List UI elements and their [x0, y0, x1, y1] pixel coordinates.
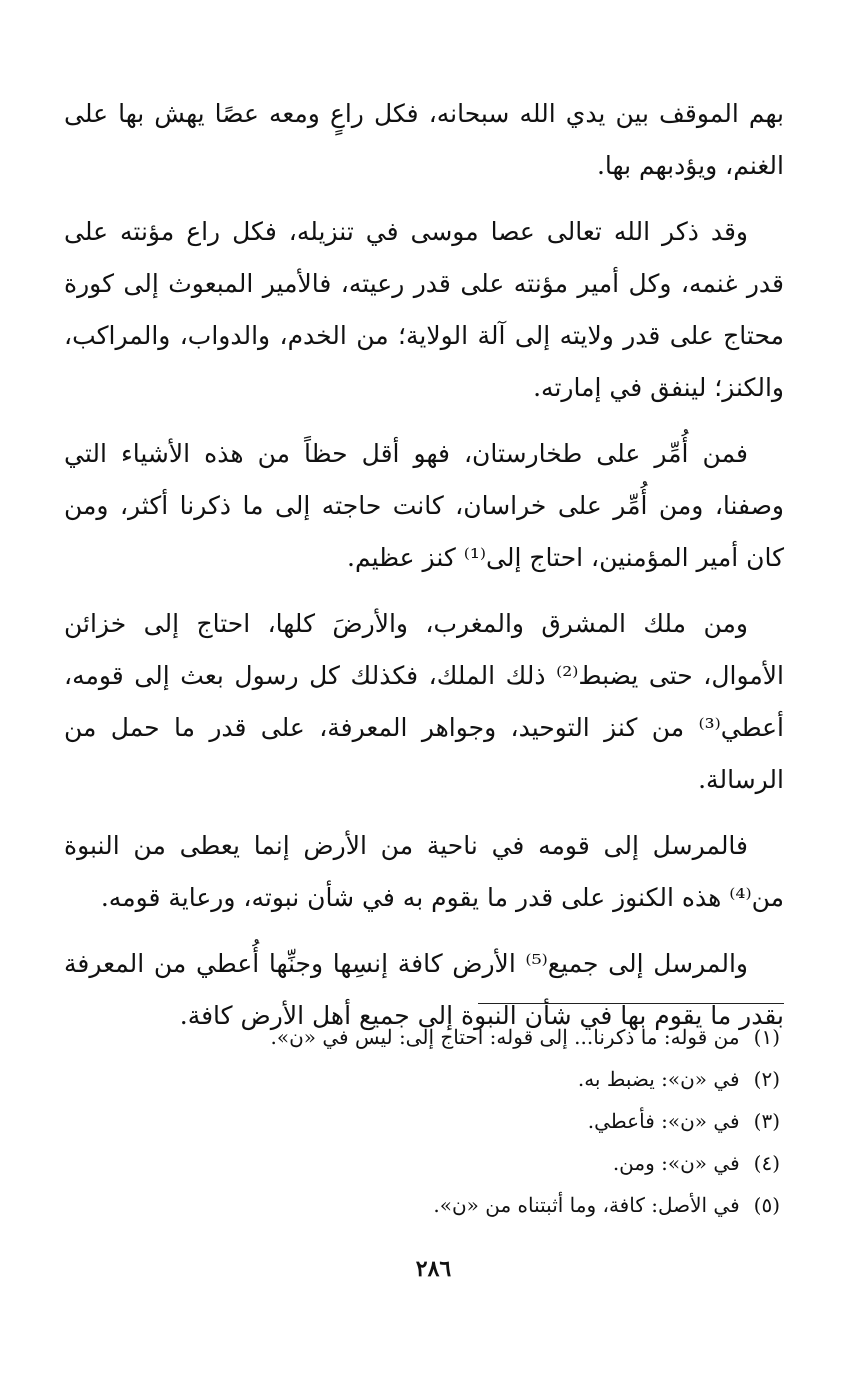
footnote-3 — [64, 1100, 780, 1142]
footnote-text: في «ن»: يضبط به. — [577, 1067, 740, 1091]
page-number: ٢٨٦ — [415, 1256, 452, 1282]
main-text — [64, 88, 784, 1056]
paragraph-5: فالمرسل إلى قومه في ناحية من الأرض إنما يعطى من النبوة من⁽⁴⁾ هذه الكنوز على قدر ما يقوم به في شأن نبوته، ورعاية قومه. — [64, 831, 784, 912]
footnote-5 — [64, 1184, 780, 1226]
paragraph-3: فمن أُمِّر على طخارستان، فهو أقل حظاً من هذه الأشياء التي وصفنا، ومن أُمِّر على خراسان، كانت حاجته إلى ما ذكرنا أكثر، ومن كان أمير المؤمنين، احتاج إلى⁽¹⁾ كنز عظيم. — [64, 439, 784, 572]
footnote-number: (٢) — [753, 1067, 780, 1091]
footnote-number: (١) — [753, 1025, 780, 1049]
footnote-text: في الأصل: كافة، وما أثبتناه من «ن». — [433, 1193, 740, 1217]
footnotes — [64, 1016, 780, 1226]
footnote-4 — [64, 1142, 780, 1184]
paragraph-6: والمرسل إلى جميع⁽⁵⁾ الأرض كافة إنسِها وجنِّها أُعطي من المعرفة بقدر ما يقوم بها في شأن النبوة إلى جميع أهل الأرض كافة. — [64, 949, 784, 1030]
footnote-number: (٤) — [753, 1151, 780, 1175]
footnote-number: (٣) — [753, 1109, 780, 1133]
footnote-text: في «ن»: ومن. — [612, 1151, 740, 1175]
footnote-number: (٥) — [753, 1193, 780, 1217]
paragraph-1: بهم الموقف بين يدي الله سبحانه، فكل راعٍ ومعه عصًا يهش بها على الغنم، ويؤدبهم بها. — [64, 99, 784, 180]
footnote-text: في «ن»: فأعطي. — [587, 1109, 740, 1133]
paragraph-2: وقد ذكر الله تعالى عصا موسى في تنزيله، فكل راع مؤنته على قدر غنمه، وكل أمير مؤنته على قدر رعيته، فالأمير المبعوث إلى كورة محتاج على قدر ولايته إلى آلة الولاية؛ من الخدم، والدواب، والمراكب، والكنز؛ لينفق في إمارته. — [64, 217, 784, 402]
footnote-text: من قوله: ما ذكرنا... إلى قوله: احتاج إلى: ليس في «ن». — [270, 1025, 740, 1049]
paragraph-4: ومن ملك المشرق والمغرب، والأرضَ كلها، احتاج إلى خزائن الأموال، حتى يضبط⁽²⁾ ذلك الملك، فكذلك كل رسول بعث إلى قومه، أعطي⁽³⁾ من كنز التوحيد، وجواهر المعرفة، على قدر ما حمل من الرسالة. — [64, 609, 784, 794]
footnote-separator — [478, 1003, 784, 1004]
footnote-2 — [64, 1058, 780, 1100]
footnote-1 — [64, 1016, 780, 1058]
